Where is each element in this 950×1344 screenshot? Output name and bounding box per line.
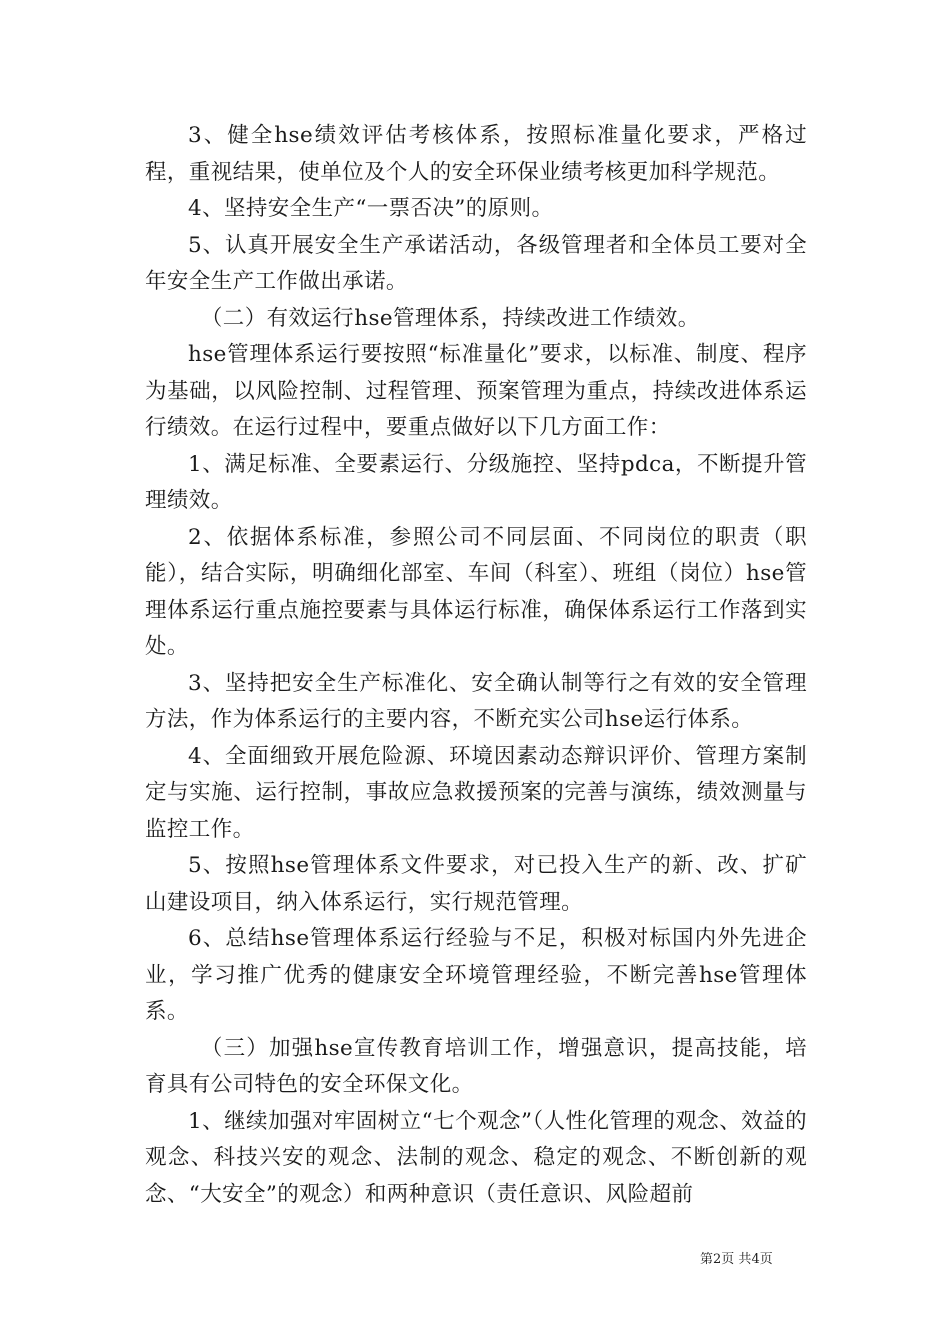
paragraph-3: 5、认真开展安全生产承诺活动，各级管理者和全体员工要对全年安全生产工作做出承诺。 — [145, 232, 807, 294]
document-body — [145, 118, 807, 1213]
footer-current-page: 2 — [713, 1252, 722, 1267]
paragraph-2: 4、坚持安全生产“一票否决”的原则。 — [188, 196, 554, 221]
paragraph-6: 1、满足标准、全要素运行、分级施控、坚持pdca，不断提升管理绩效。 — [145, 451, 807, 513]
section-heading-3: （三）加强hse宣传教育培训工作，增强意识，提高技能，培育具有公司特色的安全环保文化。 — [145, 1035, 807, 1097]
paragraph-13: 1、继续加强对牢固树立“七个观念”（人性化管理的观念、效益的观念、科技兴安的观念、法制的观念、稳定的观念、不断创新的观念、“大安全”的观念）和两种意识（责任意识、风险超前 — [145, 1108, 807, 1207]
paragraph-5: hse管理体系运行要按照“标准量化”要求，以标准、制度、程序为基础，以风险控制、过程管理、预案管理为重点，持续改进体系运行绩效。在运行过程中，要重点做好以下几方面工作： — [145, 342, 807, 440]
footer-suffix: 页 — [759, 1252, 773, 1267]
paragraph-1: 3、健全hse绩效评估考核体系，按照标准量化要求，严格过程，重视结果，使单位及个人的安全环保业绩考核更加科学规范。 — [145, 123, 807, 185]
paragraph-10: 5、按照hse管理体系文件要求，对已投入生产的新、改、扩矿山建设项目，纳入体系运行，实行规范管理。 — [145, 853, 807, 915]
page-number-footer — [700, 1248, 773, 1267]
footer-prefix: 第 — [700, 1252, 714, 1267]
paragraph-9: 4、全面细致开展危险源、环境因素动态辩识评价、管理方案制定与实施、运行控制，事故应急救援预案的完善与演练，绩效测量与监控工作。 — [145, 743, 807, 842]
paragraph-11: 6、总结hse管理体系运行经验与不足，积极对标国内外先进企业，学习推广优秀的健康安全环境管理经验，不断完善hse管理体系。 — [145, 926, 807, 1024]
section-heading-2: （二）有效运行hse管理体系，持续改进工作绩效。 — [200, 305, 700, 331]
footer-total-pages: 4 — [751, 1252, 760, 1267]
paragraph-8: 3、坚持把安全生产标准化、安全确认制等行之有效的安全管理方法，作为体系运行的主要内容，不断充实公司hse运行体系。 — [145, 670, 807, 732]
footer-middle: 页 共 — [721, 1252, 752, 1267]
paragraph-7: 2、依据体系标准，参照公司不同层面、不同岗位的职责（职能），结合实际，明确细化部室、车间（科室）、班组（岗位）hse管理体系运行重点施控要素与具体运行标准，确保体系运行工作落到实处。 — [145, 524, 807, 659]
